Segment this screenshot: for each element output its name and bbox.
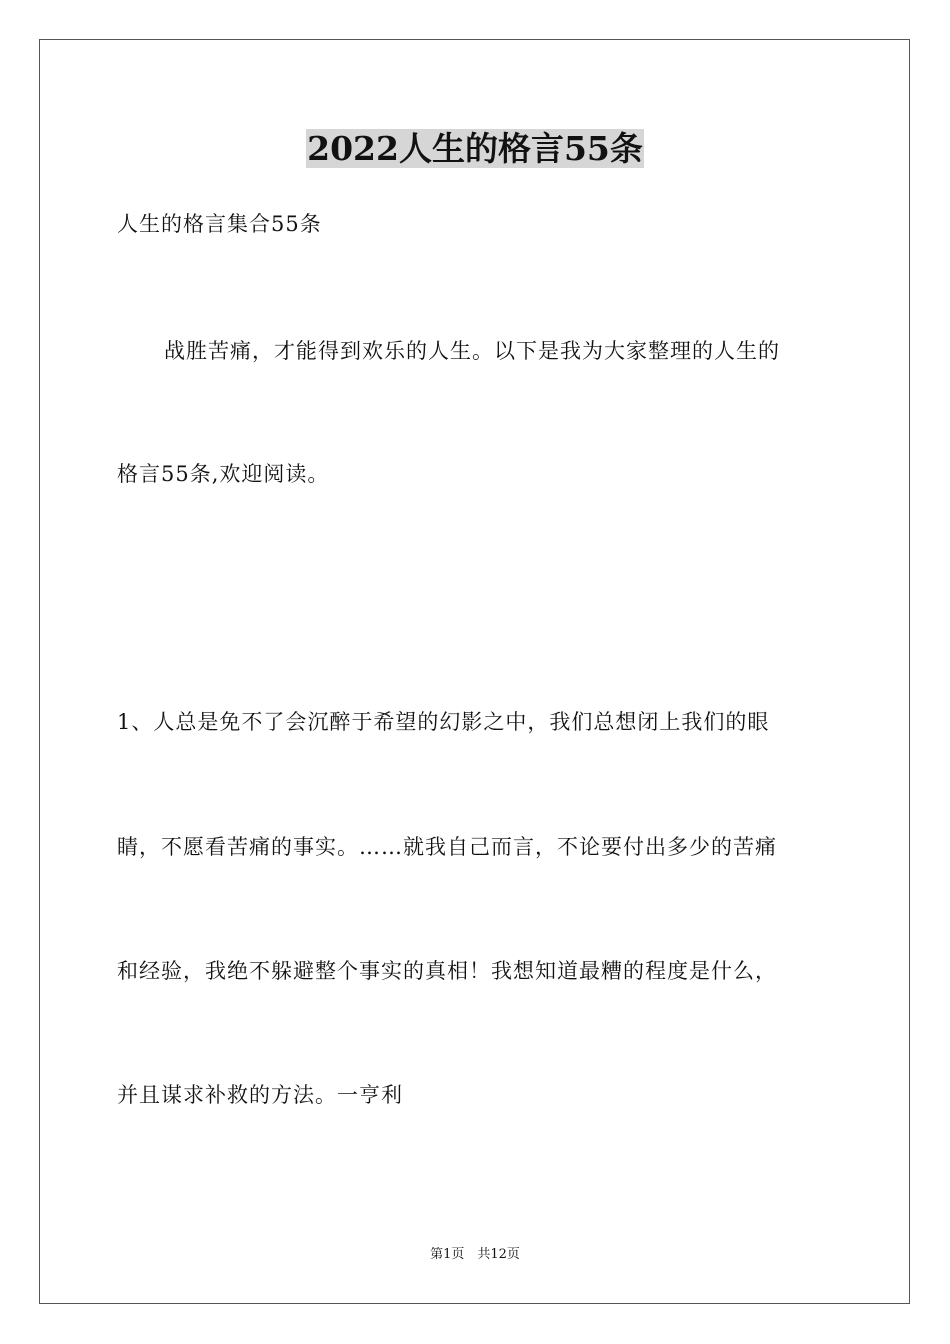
subtitle-line: 人生的格言集合55条 [117, 212, 322, 236]
item-1-line-3: 和经验，我绝不躲避整个事实的真相！我想知道最糟的程度是什么， [117, 959, 777, 983]
title-highlight: 2022人生的格言55条 [307, 129, 643, 168]
item-1-line-4: 并且谋求补救的方法。一亨利 [117, 1083, 403, 1107]
item-1-line-1: 1、人总是免不了会沉醉于希望的幻影之中，我们总想闭上我们的眼 [117, 710, 770, 734]
intro-line-1: 战胜苦痛，才能得到欢乐的人生。以下是我为大家整理的人生的 [164, 339, 780, 363]
document-title [0, 128, 950, 170]
intro-line-2: 格言55条,欢迎阅读。 [117, 462, 330, 486]
page-footer: 第1页 共12页 [430, 1247, 520, 1262]
item-1-line-2: 睛，不愿看苦痛的事实。……就我自己而言，不论要付出多少的苦痛 [117, 835, 777, 859]
